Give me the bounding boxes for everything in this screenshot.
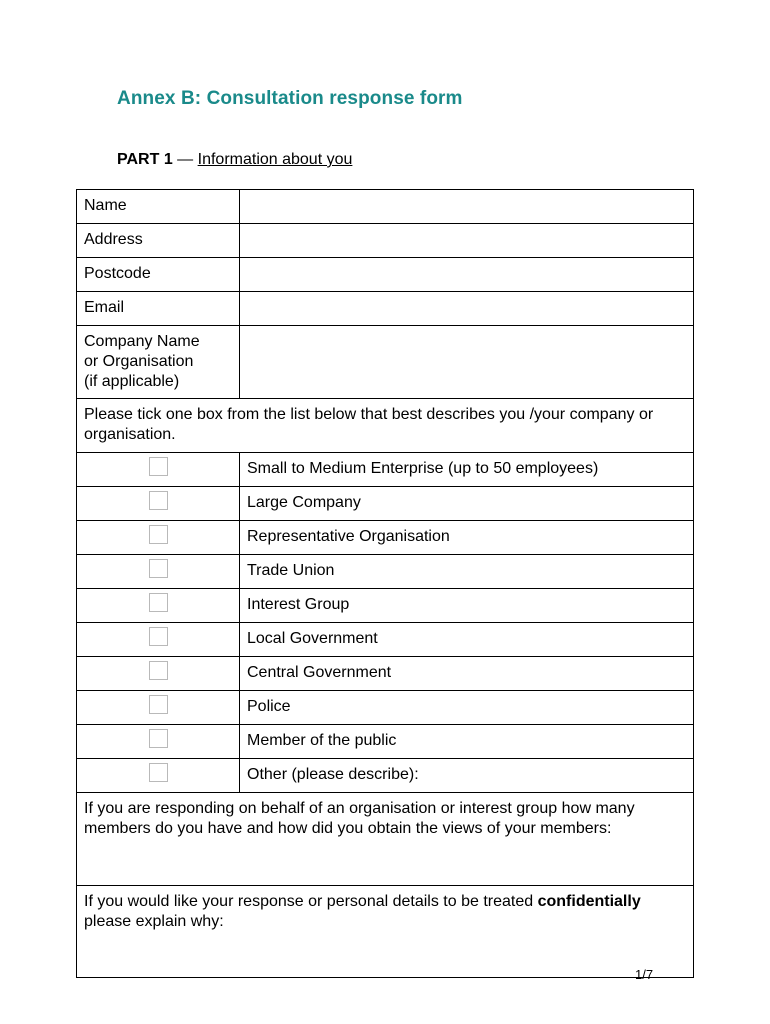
email-label: Email — [77, 292, 240, 326]
option-label: Other (please describe): — [240, 759, 694, 793]
email-row — [77, 292, 694, 326]
company-label — [77, 326, 240, 399]
address-row — [77, 224, 694, 258]
option-label: Small to Medium Enterprise (up to 50 employees) — [240, 453, 694, 487]
checkbox-sme[interactable] — [149, 457, 168, 476]
name-field[interactable] — [240, 190, 694, 224]
checkbox-interest-group[interactable] — [149, 593, 168, 612]
description-prompt: Please tick one box from the list below that best describes you /your company or organisation. — [77, 399, 694, 453]
checkbox-large-company[interactable] — [149, 491, 168, 510]
name-row — [77, 190, 694, 224]
name-label: Name — [77, 190, 240, 224]
company-label-line2: or Organisation — [84, 353, 194, 370]
members-question: If you are responding on behalf of an organisation or interest group how many members do you have and how did you obtain the views of your members: — [84, 800, 635, 837]
option-row — [77, 759, 694, 793]
checkbox-police[interactable] — [149, 695, 168, 714]
confidential-bold: confidentially — [537, 893, 641, 910]
checkbox-representative-organisation[interactable] — [149, 525, 168, 544]
address-label: Address — [77, 224, 240, 258]
part-heading — [117, 151, 352, 169]
address-field[interactable] — [240, 224, 694, 258]
option-row — [77, 691, 694, 725]
confidential-row — [77, 886, 694, 978]
option-label: Central Government — [240, 657, 694, 691]
postcode-field[interactable] — [240, 258, 694, 292]
option-row — [77, 623, 694, 657]
checkbox-central-government[interactable] — [149, 661, 168, 680]
company-field[interactable] — [240, 326, 694, 399]
option-row — [77, 453, 694, 487]
part-title: Information about you — [197, 151, 353, 168]
option-row — [77, 555, 694, 589]
option-label: Trade Union — [240, 555, 694, 589]
option-label: Interest Group — [240, 589, 694, 623]
option-row — [77, 657, 694, 691]
option-label: Local Government — [240, 623, 694, 657]
company-row — [77, 326, 694, 399]
option-row — [77, 725, 694, 759]
page-title: Annex B: Consultation response form — [117, 88, 463, 109]
option-label: Representative Organisation — [240, 521, 694, 555]
description-prompt-row — [77, 399, 694, 453]
checkbox-other[interactable] — [149, 763, 168, 782]
email-field[interactable] — [240, 292, 694, 326]
part-dash: — — [177, 151, 194, 168]
option-row — [77, 589, 694, 623]
page-number: 1/7 — [635, 967, 654, 982]
confidential-field[interactable] — [77, 886, 694, 978]
option-label: Member of the public — [240, 725, 694, 759]
confidential-text-after: please explain why: — [84, 913, 224, 930]
response-form-table — [76, 189, 694, 978]
members-row — [77, 793, 694, 886]
company-label-line3: (if applicable) — [84, 373, 180, 390]
postcode-label: Postcode — [77, 258, 240, 292]
option-row — [77, 487, 694, 521]
confidential-text-before: If you would like your response or personal details to be treated — [84, 893, 538, 910]
company-label-line1: Company Name — [84, 333, 200, 350]
option-label: Police — [240, 691, 694, 725]
members-question-field[interactable] — [77, 793, 694, 886]
checkbox-local-government[interactable] — [149, 627, 168, 646]
checkbox-member-of-public[interactable] — [149, 729, 168, 748]
option-row — [77, 521, 694, 555]
option-label: Large Company — [240, 487, 694, 521]
part-number: PART 1 — [117, 151, 173, 168]
checkbox-trade-union[interactable] — [149, 559, 168, 578]
postcode-row — [77, 258, 694, 292]
